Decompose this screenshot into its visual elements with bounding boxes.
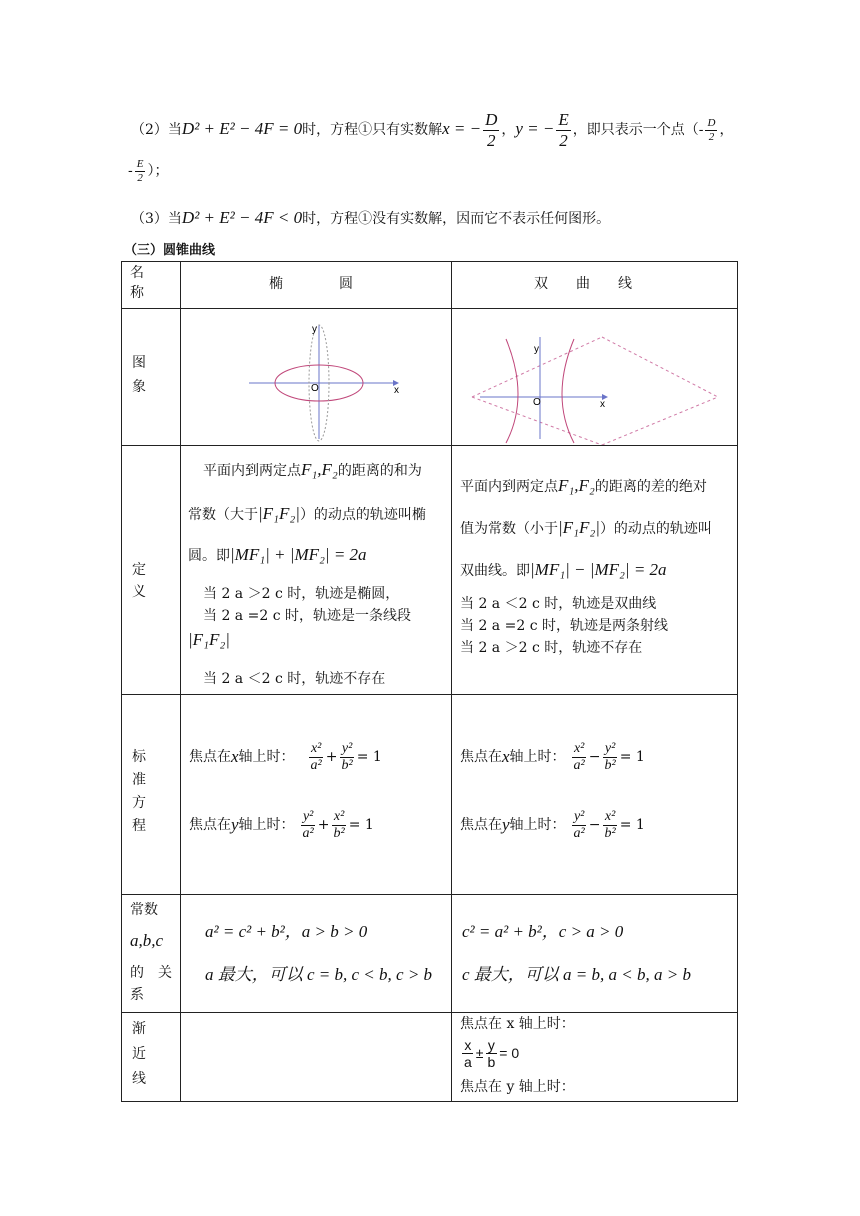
standard-eq-row (122, 695, 738, 895)
cell (181, 695, 451, 894)
text: 焦点在 x 轴上时： (460, 1016, 575, 1032)
row-label: 渐 (132, 1021, 146, 1037)
den: 2 (486, 130, 496, 150)
row-label: 义 (132, 584, 146, 600)
row-label: 方 (132, 795, 146, 811)
text: ， (719, 122, 734, 139)
origin-label: O (533, 397, 541, 408)
cell (452, 262, 737, 308)
fraction (483, 110, 499, 150)
den: a² (573, 758, 585, 774)
cell (181, 262, 451, 308)
text: 当 2 a =2 c 时，轨迹是一条线段 (203, 608, 411, 624)
text: - (128, 163, 133, 180)
text: ）； (147, 163, 169, 180)
den: 2 (137, 171, 143, 184)
num: y² (301, 809, 315, 826)
op: − (588, 817, 601, 834)
num: E (136, 158, 144, 170)
row-label: 准 (132, 772, 146, 788)
row-label: 系 (130, 987, 144, 1003)
row-label: 定 (132, 562, 146, 578)
equation: |F₁F₂| (188, 630, 230, 649)
intro-line-2 (131, 110, 733, 150)
asymptote (602, 397, 718, 445)
row-label: 象 (132, 379, 146, 395)
cell (122, 895, 180, 1012)
num: x (464, 1037, 472, 1053)
text: 当 2 a ＞2 c 时，轨迹是椭圆， (203, 586, 400, 602)
cell (122, 695, 180, 894)
asymptote-eq (460, 1037, 519, 1070)
equation: a² = c² + b²，a > b > 0 (205, 922, 368, 941)
section-title: （三）圆锥曲线 (124, 243, 216, 258)
den: b² (604, 826, 616, 842)
text: （2）当 (131, 122, 182, 139)
text: 双曲线。即 (460, 563, 530, 579)
fraction (135, 158, 146, 184)
text: 平面内到两定点 (203, 463, 301, 479)
op: ± (475, 1045, 484, 1062)
text: ）的动点的轨迹叫椭 (299, 507, 426, 523)
header-name-1: 名 (130, 265, 144, 281)
text: 当 2 a =2 c 时，轨迹是两条射线 (460, 618, 668, 634)
text: （3）当 (131, 211, 182, 227)
row-label: 的 关 (130, 965, 172, 981)
cell (122, 1013, 180, 1101)
hyperbola-left (506, 339, 518, 443)
text: 时，方程①没有实数解，因而它不表示任何图形。 (302, 211, 611, 227)
den: 2 (559, 130, 568, 150)
num: D (485, 110, 498, 129)
equation: x = − (442, 119, 482, 139)
row-label: 近 (132, 1046, 146, 1062)
equation: a 最大，可以 c = b, c < b, c > b (205, 965, 433, 984)
op: = 1 (356, 749, 382, 766)
text: ，即只表示一个点（- (572, 122, 704, 139)
den: b² (604, 758, 616, 774)
header-row (122, 262, 738, 309)
intro-line-3 (131, 208, 610, 228)
cell (122, 309, 180, 445)
den: b² (341, 758, 353, 774)
den: a² (310, 758, 322, 774)
hyperbola-eq-y (460, 809, 645, 842)
row-label: 程 (132, 818, 146, 834)
image-row (122, 309, 738, 446)
op: + (325, 749, 338, 766)
num: y² (572, 809, 586, 826)
text: 当 2 a ＞2 c 时，轨迹不存在 (460, 640, 643, 656)
var: x (231, 747, 239, 767)
equation: c² = a² + b²，c > a > 0 (462, 922, 624, 941)
var: y (502, 815, 510, 835)
constants-row (122, 895, 738, 1013)
op: = 1 (348, 817, 374, 834)
text: ， (501, 122, 516, 139)
asymptote (602, 337, 718, 397)
equation: y = − (515, 119, 555, 139)
text: 焦点在 (189, 749, 231, 766)
row-label: 常数 (130, 902, 158, 918)
cell (452, 309, 737, 445)
den: a² (302, 826, 314, 842)
op: = 1 (619, 749, 645, 766)
hyperbola-right (562, 339, 574, 443)
text: 时，方程①只有实数解 (302, 122, 443, 139)
cell (452, 695, 737, 894)
den: a² (573, 826, 585, 842)
hyperbola-graph (452, 309, 738, 445)
num: x² (572, 741, 586, 758)
text: 常数（大于 (188, 507, 258, 523)
y-label: y (534, 344, 539, 355)
op: = 1 (619, 817, 645, 834)
cell (122, 262, 180, 308)
cell (452, 1013, 737, 1101)
cell (122, 446, 180, 694)
num: E (558, 110, 569, 129)
num: x² (603, 809, 617, 826)
equation: D² + E² − 4F = 0 (181, 119, 303, 139)
text: 焦点在 (189, 817, 231, 834)
op: = 0 (499, 1045, 520, 1062)
text: 焦点在 y 轴上时： (460, 1079, 575, 1095)
equation: |F₁F₂| (558, 518, 600, 537)
text: ）的动点的轨迹叫 (599, 521, 712, 537)
var: y (231, 815, 239, 835)
x-label: x (600, 399, 605, 410)
den: 2 (708, 130, 715, 143)
row-label: 标 (132, 749, 146, 765)
cell (181, 309, 451, 445)
y-label: y (312, 324, 317, 335)
num: x² (309, 741, 323, 758)
conic-table (121, 261, 738, 1102)
header-name-2: 称 (130, 285, 144, 301)
equation: c 最大，可以 a = b, a < b, a > b (462, 965, 691, 984)
ellipse-graph (181, 309, 452, 445)
fraction (705, 117, 717, 143)
equation: F₁,F₂ (301, 460, 338, 479)
text: 焦点在 (460, 817, 502, 834)
text: 轴上时： (238, 749, 295, 766)
den: b (487, 1054, 496, 1071)
header-ellipse: 椭 圆 (269, 276, 353, 292)
asymptote-row (122, 1013, 738, 1102)
text: 当 2 a ＜2 c 时，轨迹是双曲线 (460, 596, 657, 612)
row-label: 图 (132, 355, 146, 371)
text: 焦点在 (460, 749, 502, 766)
op: + (317, 817, 330, 834)
cell (452, 895, 737, 1012)
header-hyperbola: 双 曲 线 (534, 276, 632, 292)
x-label: x (394, 385, 399, 396)
den: a (464, 1054, 472, 1071)
text: 轴上时： (509, 749, 566, 766)
text: 的距离的和为 (337, 463, 422, 479)
equation: |MF₁| + |MF₂| = 2a (230, 545, 367, 564)
ellipse-eq-x (189, 741, 382, 774)
num: y (487, 1037, 495, 1053)
text: 平面内到两定点 (460, 479, 558, 495)
row-label: a,b,c (130, 931, 164, 950)
fraction (556, 110, 570, 150)
num: x² (332, 809, 346, 826)
hyperbola-eq-x (460, 741, 645, 774)
equation: F₁,F₂ (558, 476, 595, 495)
den: b² (333, 826, 345, 842)
definition-row (122, 446, 738, 695)
cell (181, 446, 451, 694)
intro-line-2-tail (128, 158, 168, 184)
equation: |MF₁| − |MF₂| = 2a (530, 560, 667, 579)
op: − (588, 749, 601, 766)
text: 当 2 a ＜2 c 时，轨迹不存在 (203, 671, 386, 687)
num: y² (603, 741, 617, 758)
var: x (502, 747, 510, 767)
text: 轴上时： (238, 817, 295, 834)
cell (181, 895, 451, 1012)
text: 的距离的差的绝对 (594, 479, 707, 495)
row-label: 线 (132, 1071, 146, 1087)
num: y² (340, 741, 354, 758)
text: 值为常数（小于 (460, 521, 558, 537)
text: 轴上时： (509, 817, 566, 834)
cell (452, 446, 737, 694)
origin-label: O (311, 383, 319, 394)
cell (181, 1013, 451, 1101)
num: D (707, 116, 716, 129)
text: 圆。即 (188, 548, 230, 564)
equation: |F₁F₂| (258, 504, 300, 523)
equation: D² + E² − 4F < 0 (181, 208, 303, 227)
ellipse-eq-y (189, 809, 374, 842)
